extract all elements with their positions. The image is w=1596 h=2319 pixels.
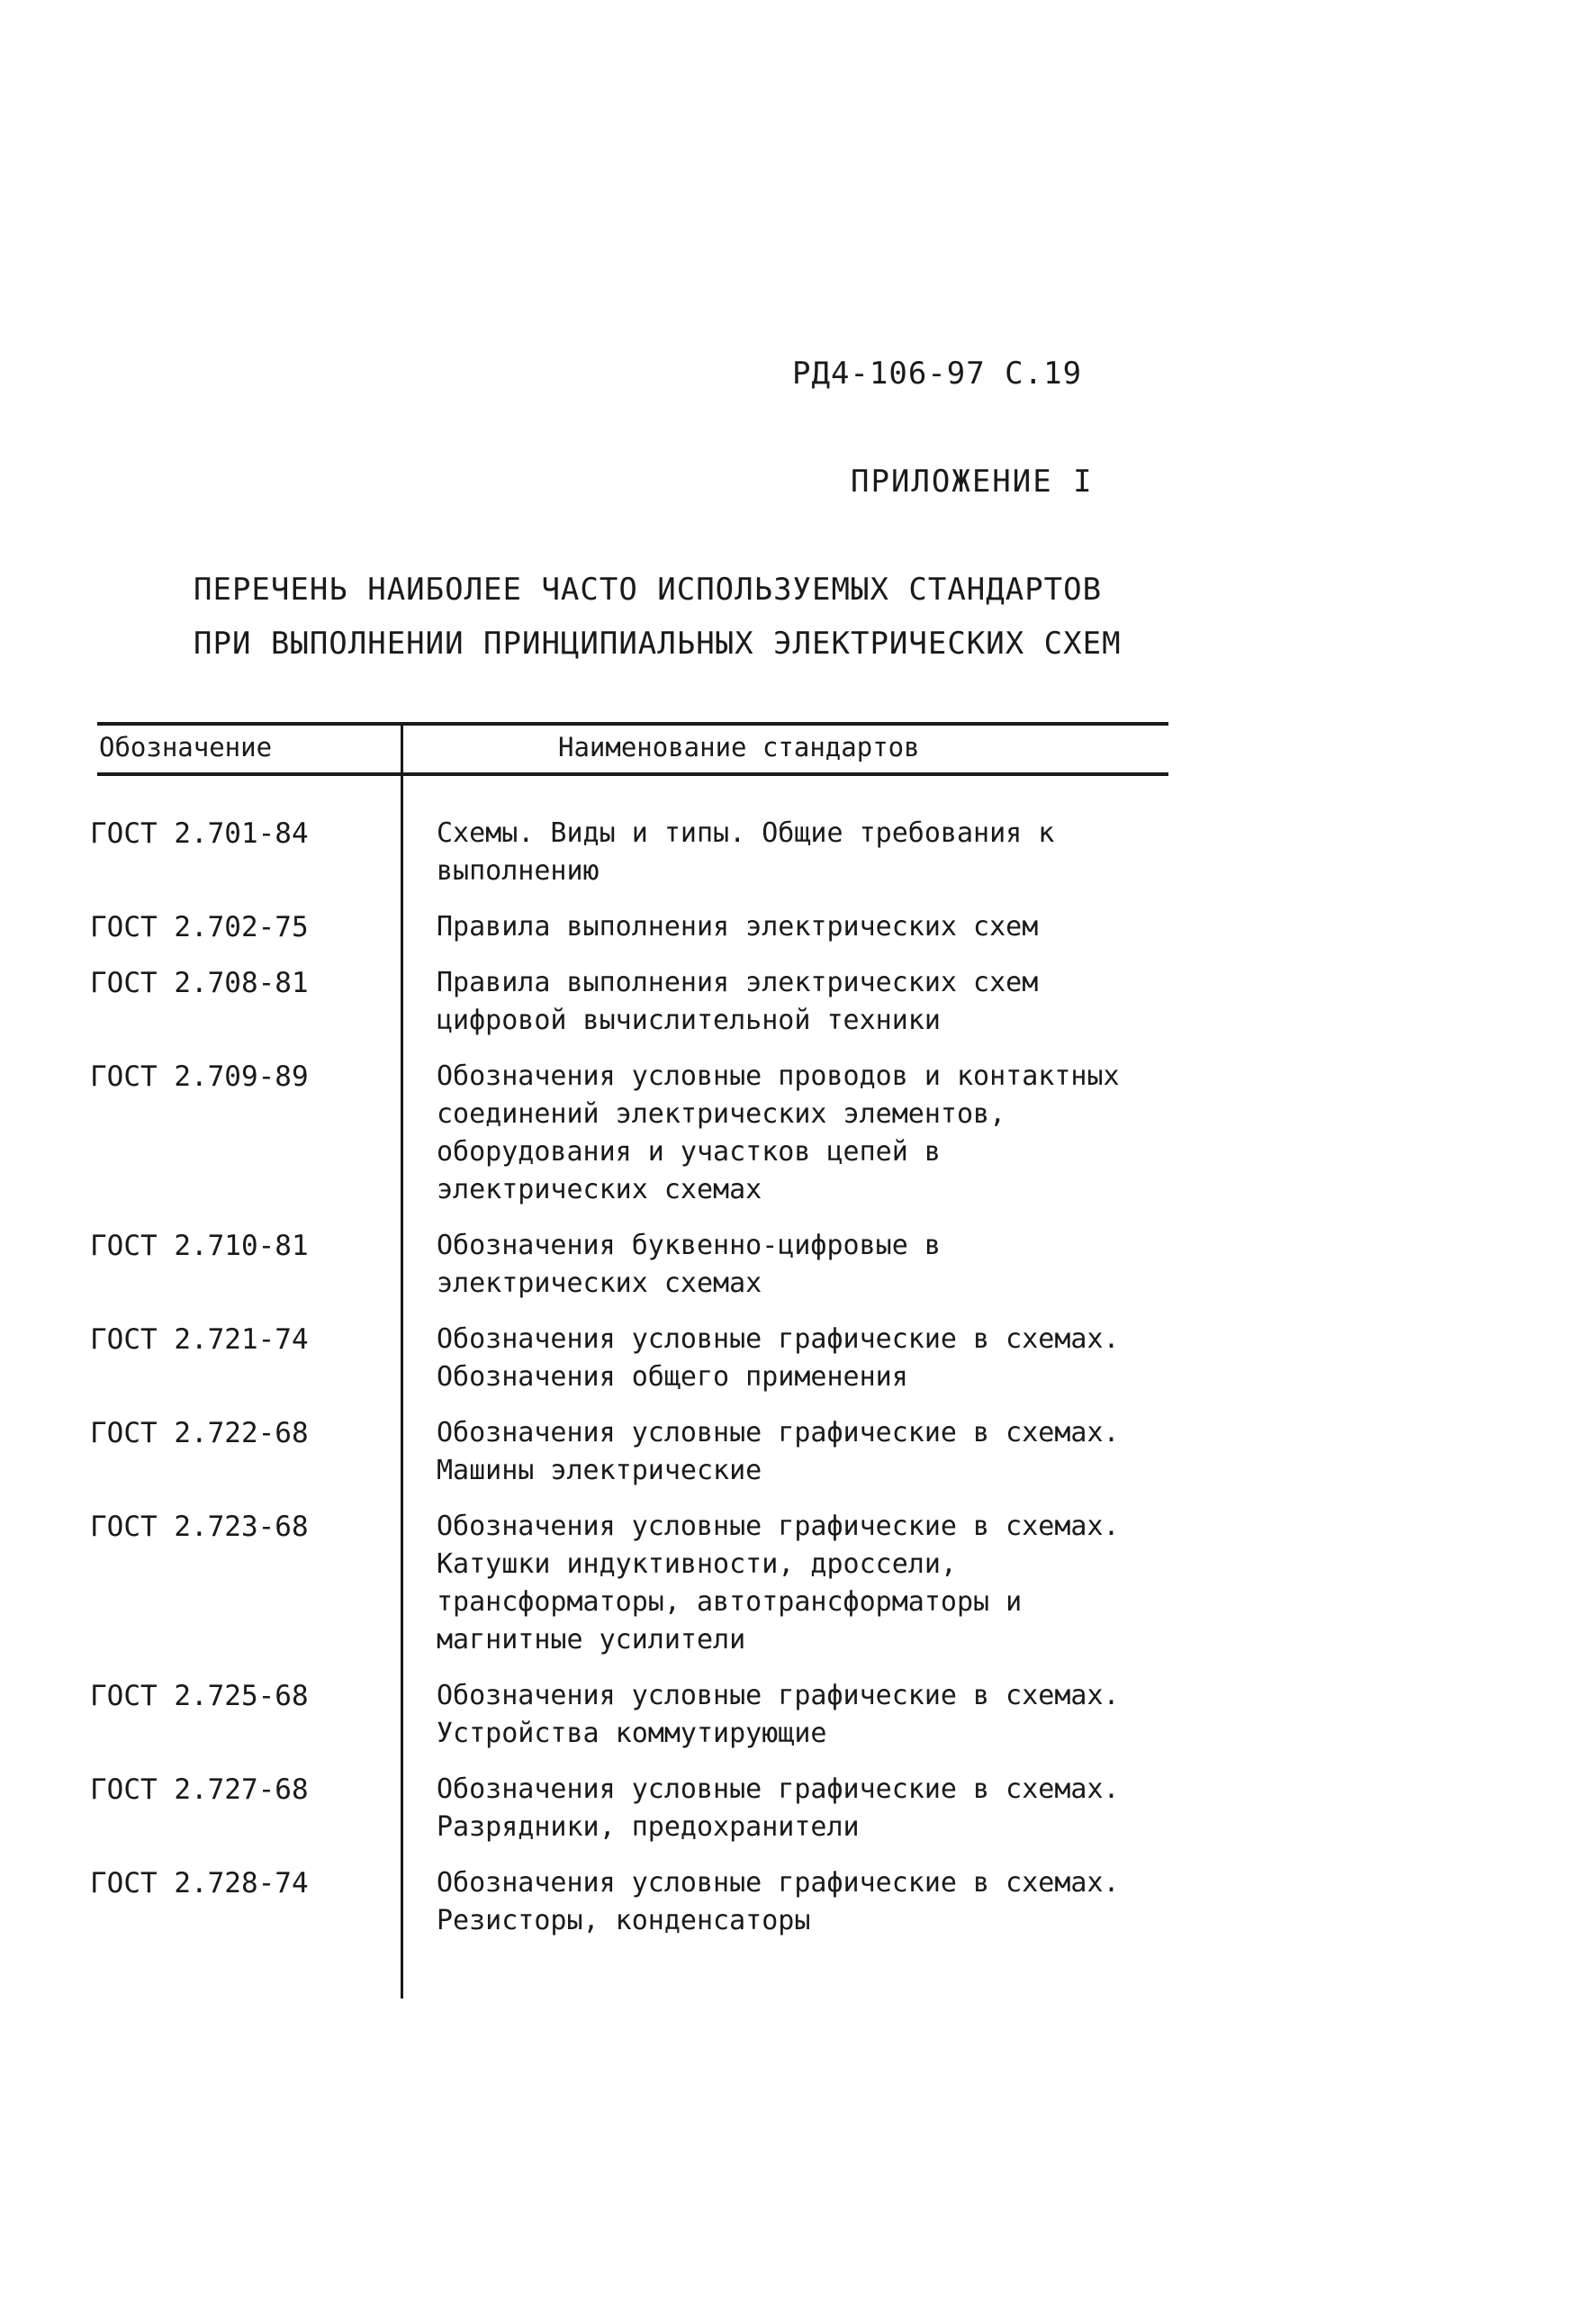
table-row	[90, 815, 1170, 890]
standard-code: ГОСТ 2.721-74	[90, 1323, 309, 1356]
standard-name: Правила выполнения электрических схем цифровой вычислительной техники	[437, 967, 1039, 1036]
standard-code: ГОСТ 2.709-89	[90, 1060, 309, 1093]
table-row	[90, 1321, 1170, 1396]
standards-table	[90, 815, 1170, 1958]
standard-code: ГОСТ 2.727-68	[90, 1773, 309, 1806]
standard-name: Обозначения условные проводов и контактных соединений электрических элементов, оборудования и участков цепей в электрических схемах	[437, 1060, 1120, 1205]
page-reference: РД4-106-97 С.19	[792, 356, 1083, 392]
standard-name: Обозначения условные графические в схемах. Обозначения общего применения	[437, 1323, 1120, 1393]
document-title-line-2: ПРИ ВЫПОЛНЕНИИ ПРИНЦИПИАЛЬНЫХ ЭЛЕКТРИЧЕСКИХ СХЕМ	[194, 626, 1122, 662]
document-title-line-1: ПЕРЕЧЕНЬ НАИБОЛЕЕ ЧАСТО ИСПОЛЬЗУЕМЫХ СТАНДАРТОВ	[194, 572, 1103, 608]
standard-code: ГОСТ 2.728-74	[90, 1867, 309, 1899]
table-row	[90, 1227, 1170, 1303]
table-row	[90, 1058, 1170, 1209]
table-row	[90, 1414, 1170, 1490]
standard-name: Обозначения условные графические в схемах. Катушки индуктивности, дроссели, трансформаторы, автотрансформаторы и магнитные усилители	[437, 1511, 1120, 1656]
table-row	[90, 1771, 1170, 1846]
standard-name: Обозначения условные графические в схемах. Разрядники, предохранители	[437, 1773, 1120, 1843]
column-header-code: Обозначение	[99, 732, 273, 762]
table-row	[90, 1508, 1170, 1659]
table-header-rule	[97, 772, 1168, 776]
standard-name: Обозначения условные графические в схемах. Устройства коммутирующие	[437, 1680, 1120, 1749]
appendix-label: ПРИЛОЖЕНИЕ I	[851, 464, 1094, 500]
standard-name: Обозначения условные графические в схемах. Машины электрические	[437, 1417, 1120, 1486]
standard-code: ГОСТ 2.701-84	[90, 817, 309, 850]
standard-name: Обозначения буквенно-цифровые в электрических схемах	[437, 1230, 941, 1299]
column-header-name: Наименование стандартов	[558, 732, 920, 762]
table-row	[90, 1677, 1170, 1753]
standard-code: ГОСТ 2.723-68	[90, 1511, 309, 1543]
table-row	[90, 908, 1170, 946]
standard-code: ГОСТ 2.702-75	[90, 911, 309, 943]
table-row	[90, 964, 1170, 1040]
standard-name: Схемы. Виды и типы. Общие требования к выполнению	[437, 817, 1055, 887]
standard-code: ГОСТ 2.725-68	[90, 1680, 309, 1712]
standard-code: ГОСТ 2.708-81	[90, 967, 309, 999]
standard-name: Обозначения условные графические в схемах. Резисторы, конденсаторы	[437, 1867, 1120, 1936]
standard-code: ГОСТ 2.710-81	[90, 1230, 309, 1262]
standard-name: Правила выполнения электрических схем	[437, 911, 1039, 943]
standard-code: ГОСТ 2.722-68	[90, 1417, 309, 1449]
table-row	[90, 1864, 1170, 1940]
